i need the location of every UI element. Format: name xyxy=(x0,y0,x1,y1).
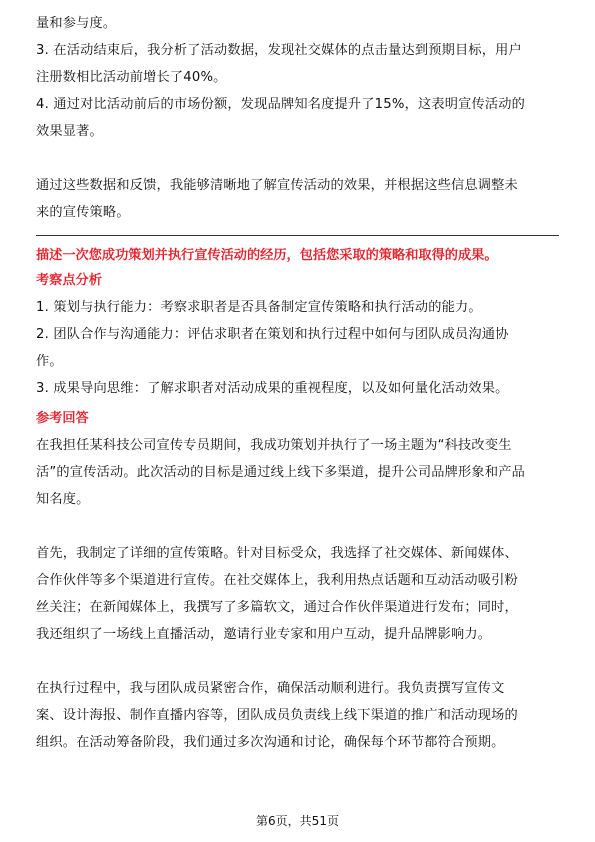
answer-line: 首先，我制定了详细的宣传策略。针对目标受众，我选择了社交媒体、新闻媒体、 xyxy=(36,546,518,561)
text-line: 注册数相比活动前增长了40%。 xyxy=(36,70,227,85)
answer-line: 我还组织了一场线上直播活动，邀请行业专家和用户互动，提升品牌影响力。 xyxy=(36,627,492,642)
page-number: 第6页，共51页 xyxy=(256,814,339,828)
paragraph-gap xyxy=(36,513,559,540)
analysis-line: 作。 xyxy=(36,354,63,369)
answer-line: 在我担任某科技公司宣传专员期间，我成功策划并执行了一场主题为“科技改变生 xyxy=(36,438,512,453)
analysis-line: 2. 团队合作与沟通能力：评估求职者在策划和执行过程中如何与团队成员沟通协 xyxy=(36,327,509,342)
answer-line: 丝关注；在新闻媒体上，我撰写了多篇软文，通过合作伙伴渠道进行发布；同时， xyxy=(36,600,518,615)
summary-line: 来的宣传策略。 xyxy=(36,205,130,220)
answer-heading: 参考回答 xyxy=(36,411,89,426)
text-line: 4. 通过对比活动前后的市场份额，发现品牌知名度提升了15%，这表明宣传活动的 xyxy=(36,97,526,112)
answer-line: 知名度。 xyxy=(36,492,90,507)
question-title: 描述一次您成功策划并执行宣传活动的经历，包括您采取的策略和取得的成果。 xyxy=(36,248,498,263)
answer-line: 活”的宣传活动。此次活动的目标是通过线上线下多渠道，提升公司品牌形象和产品 xyxy=(36,465,525,480)
paragraph-gap xyxy=(36,145,559,172)
answer-line: 合作伙伴等多个渠道进行宣传。在社交媒体上，我利用热点话题和互动活动吸引粉 xyxy=(36,573,518,588)
analysis-line: 3. 成果导向思维：了解求职者对活动成果的重视程度，以及如何量化活动效果。 xyxy=(36,381,509,396)
answer-line: 组织。在活动筹备阶段，我们通过多次沟通和讨论，确保每个环节都符合预期。 xyxy=(36,735,505,750)
analysis-heading: 考察点分析 xyxy=(36,273,102,288)
summary-line: 通过这些数据和反馈，我能够清晰地了解宣传活动的效果，并根据这些信息调整未 xyxy=(36,178,518,193)
analysis-line: 1. 策划与执行能力：考察求职者是否具备制定宣传策略和执行活动的能力。 xyxy=(36,300,482,315)
section-divider xyxy=(36,235,559,236)
text-line: 效果显著。 xyxy=(36,124,103,139)
paragraph-gap xyxy=(36,648,559,675)
answer-line: 在执行过程中，我与团队成员紧密合作，确保活动顺利进行。我负责撰写宣传文 xyxy=(36,681,505,696)
answer-line: 案、设计海报、制作直播内容等，团队成员负责线上线下渠道的推广和活动现场的 xyxy=(36,708,518,723)
text-line: 量和参与度。 xyxy=(36,16,117,31)
document-page xyxy=(36,10,559,756)
text-line: 3. 在活动结束后，我分析了活动数据，发现社交媒体的点击量达到预期目标，用户 xyxy=(36,43,522,58)
